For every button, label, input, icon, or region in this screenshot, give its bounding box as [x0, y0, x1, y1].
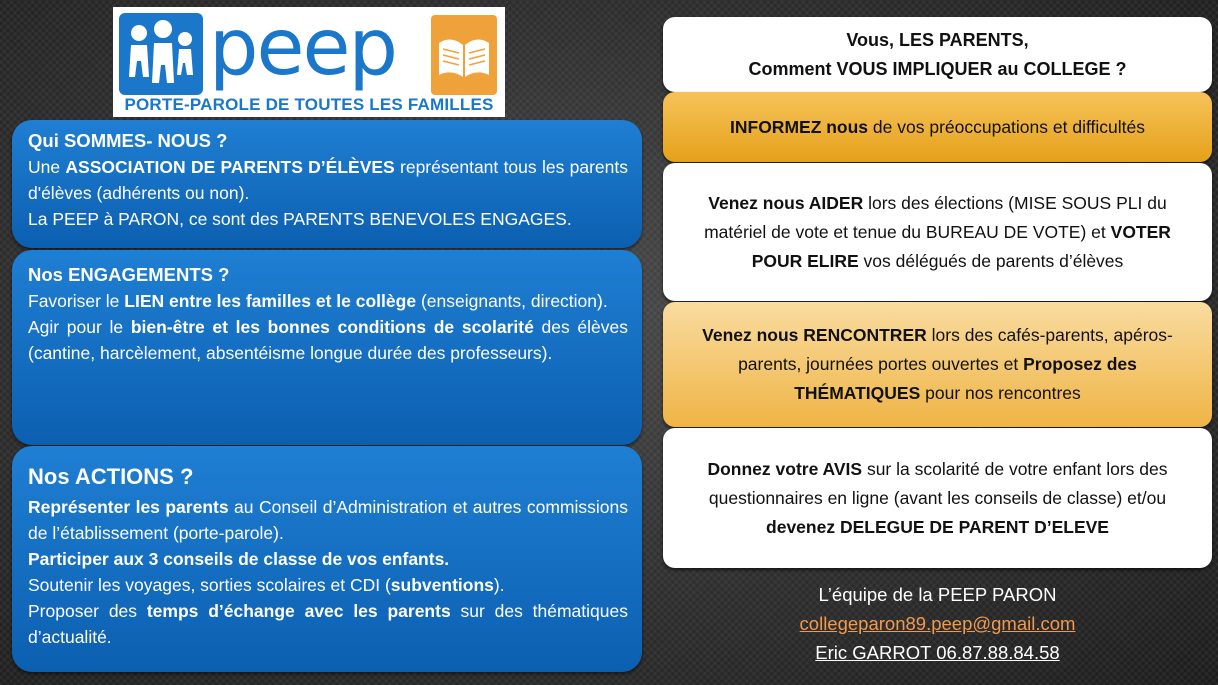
involvement-header: [663, 17, 1212, 92]
meet-us-box: [663, 302, 1212, 427]
contact-email-link[interactable]: collegeparon89.peep@gmail.com: [799, 613, 1076, 634]
actions-text-1: Représenter les parents au Conseil d’Administration et autres commissions de l’établissement (porte-parole).: [28, 497, 628, 543]
commitments-text-2: Agir pour le bien-être et les bonnes conditions de scolarité des élèves (cantine, harcèlement, absentéisme longue durée des professeurs).: [28, 317, 628, 363]
commitments-panel: [12, 250, 642, 445]
commitments-text-1: Favoriser le LIEN entre les familles et le collège (enseignants, direction).: [28, 291, 608, 311]
involvement-header-line-2: Comment VOUS IMPLIQUER au COLLEGE ?: [748, 58, 1127, 79]
actions-panel: [12, 446, 642, 672]
logo-brand-text: peep: [209, 3, 396, 93]
actions-title: Nos ACTIONS ?: [28, 464, 194, 489]
contact-footer: [663, 580, 1212, 667]
actions-text-2: Participer aux 3 conseils de classe de vos enfants.: [28, 549, 450, 569]
who-are-we-text-2: La PEEP à PARON, ce sont des PARENTS BENEVOLES ENGAGES.: [28, 209, 572, 229]
give-opinion-text: Donnez votre AVIS sur la scolarité de votre enfant lors des questionnaires en ligne (avant les conseils de classe) et/ou devenez DELEGUE DE PARENT D’ELEVE: [707, 458, 1168, 537]
inform-us-box: [663, 92, 1212, 162]
who-are-we-title: Qui SOMMES- NOUS ?: [28, 130, 228, 151]
family-puzzle-icon: [119, 13, 203, 95]
actions-text-4: Proposer des temps d’échange avec les parents sur des thématiques d’actualité.: [28, 601, 628, 647]
peep-logo: [113, 3, 505, 117]
who-are-we-panel: [12, 120, 642, 248]
who-are-we-text-1: Une ASSOCIATION DE PARENTS D’ÉLÈVES représentant tous les parents d'élèves (adhérents ou non).: [28, 157, 628, 203]
inform-us-text: INFORMEZ nous de vos préoccupations et difficultés: [730, 116, 1145, 137]
team-name: L’équipe de la PEEP PARON: [818, 584, 1057, 605]
give-opinion-box: [663, 428, 1212, 568]
logo-tagline: PORTE-PAROLE DE TOUTES LES FAMILLES: [124, 95, 494, 114]
actions-text-3: Soutenir les voyages, sorties scolaires et CDI (subventions).: [28, 575, 505, 595]
involvement-header-line-1: Vous, LES PARENTS,: [846, 29, 1029, 50]
help-us-box: [663, 163, 1212, 301]
open-book-icon: [431, 15, 497, 95]
help-us-text: Venez nous AIDER lors des élections (MISE SOUS PLI du matériel de vote et tenue du BUREAU DE VOTE) et VOTER POUR ELIRE vos délégués de parents d’élèves: [704, 192, 1171, 271]
contact-phone[interactable]: Eric GARROT 06.87.88.84.58: [815, 642, 1060, 663]
meet-us-text: Venez nous RENCONTRER lors des cafés-parents, apéros-parents, journées portes ouvertes et Proposez des THÉMATIQUES pour nos rencontres: [702, 325, 1173, 403]
commitments-title: Nos ENGAGEMENTS ?: [28, 264, 230, 285]
